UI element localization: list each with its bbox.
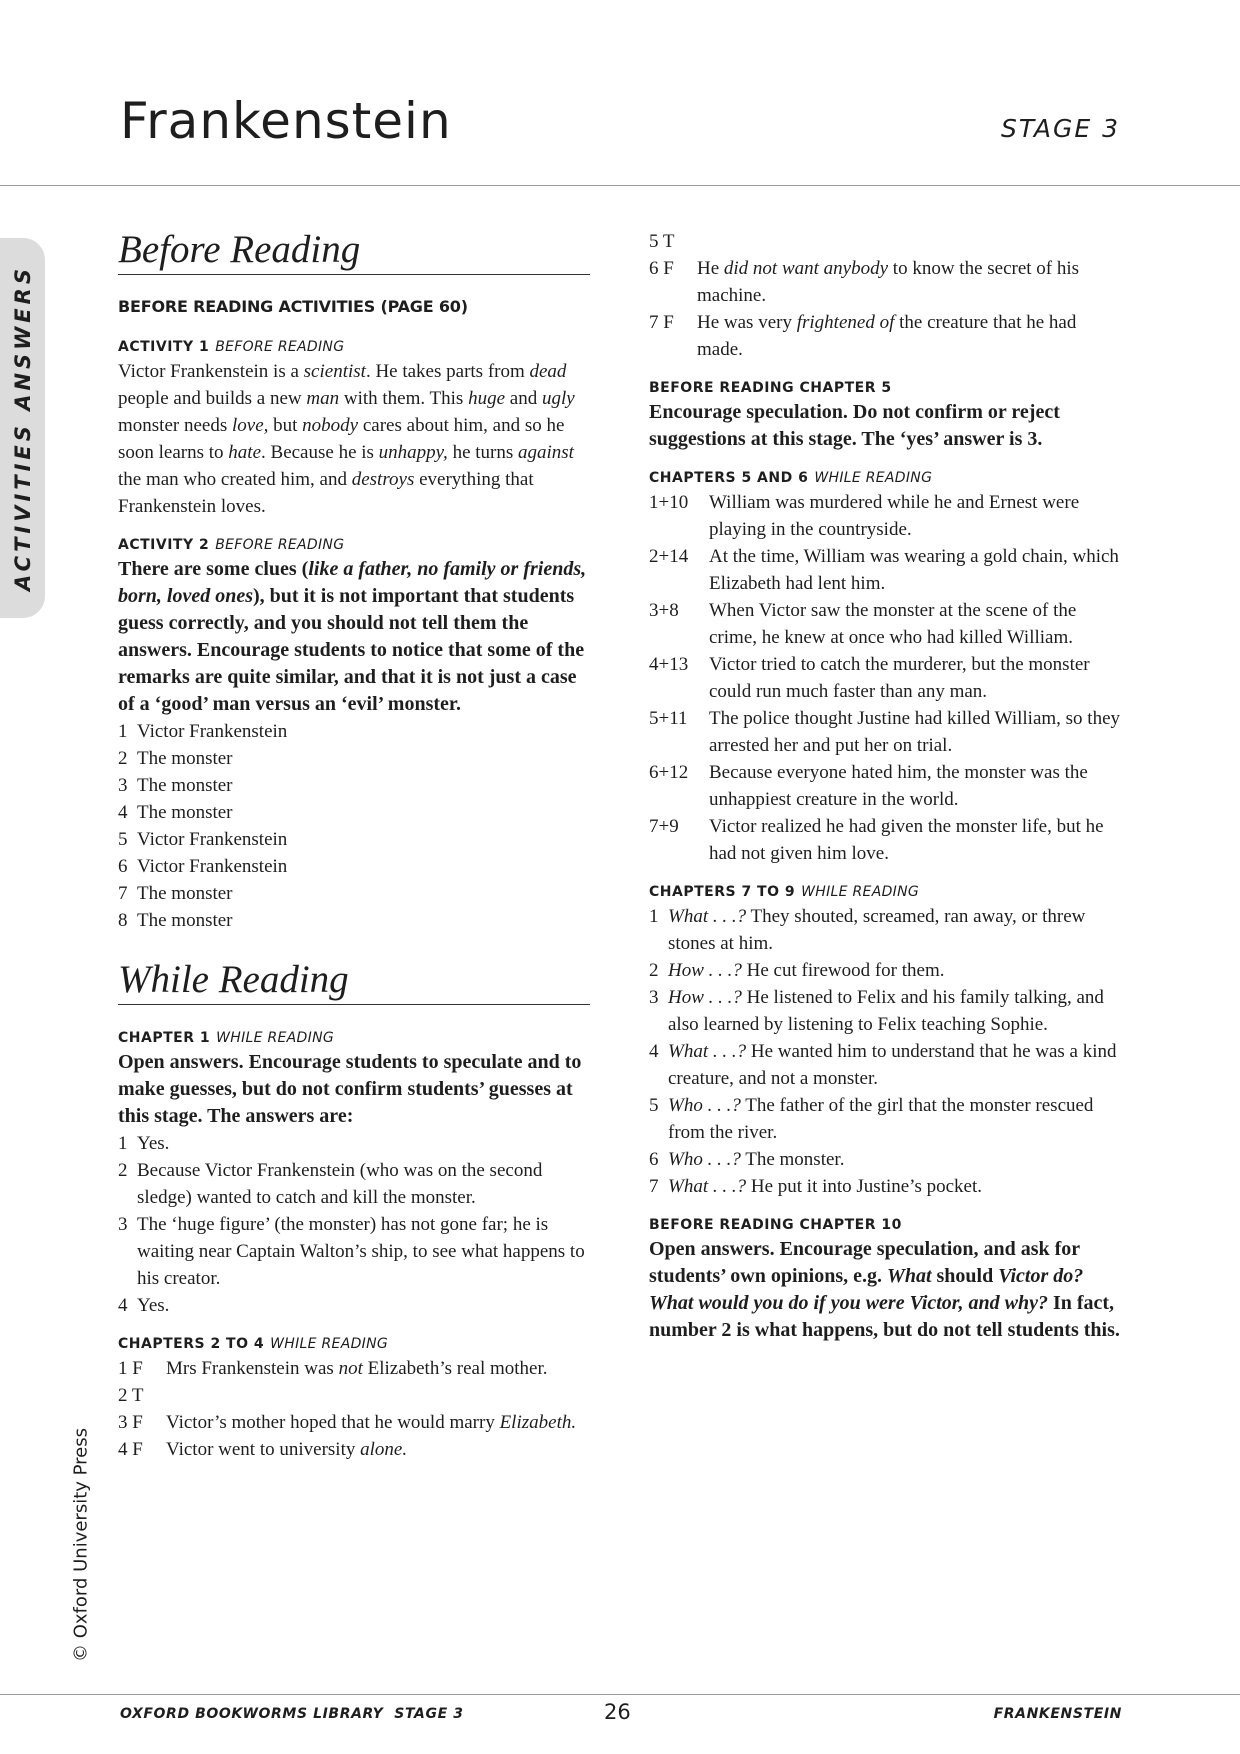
list-item: [118, 799, 590, 826]
item-text: [697, 309, 1125, 363]
italic-text: What . . .?: [668, 1176, 747, 1197]
item-number: 6 F: [649, 258, 674, 279]
list-item: [118, 1436, 590, 1463]
item-text: [668, 1173, 1125, 1200]
chapter1-tag: WHILE READING: [216, 1030, 334, 1046]
item-number: 1 F: [118, 1358, 143, 1379]
text-run: people and builds a new: [118, 388, 307, 409]
item-text: [668, 903, 1125, 957]
text-run: The monster.: [740, 1149, 845, 1170]
chapter1-text: [118, 1049, 590, 1130]
item-number: 4: [118, 1295, 128, 1316]
item-text: [709, 705, 1125, 759]
list-item: [118, 1157, 590, 1211]
text-run: Victor’s mother hoped that he would marry: [166, 1412, 500, 1433]
item-number: 7: [118, 883, 128, 904]
italic-text: unhappy,: [378, 442, 448, 463]
chapters5and6-label: [649, 467, 1125, 489]
italic-text: Victor do? What would you do if you were Victor, and why?: [649, 1265, 1084, 1314]
copyright-notice: © Oxford University Press: [70, 1427, 92, 1663]
chapter1-label-text: CHAPTER 1: [118, 1030, 211, 1046]
item-number: 2: [118, 1160, 128, 1181]
chapters2to4-tag: WHILE READING: [270, 1336, 389, 1352]
item-number: 1+10: [649, 492, 689, 513]
item-number: 6: [118, 856, 128, 877]
text-run: Mrs Frankenstein was: [166, 1358, 339, 1379]
activity1-tag: BEFORE READING: [215, 339, 345, 355]
text-run: The police thought Justine had killed William, so they arrested her and put her on trial.: [709, 708, 1121, 756]
item-number: 3: [118, 775, 128, 796]
text-run: Because Victor Frankenstein (who was on the second sledge) wanted to catch and kill the monster.: [137, 1160, 543, 1208]
side-tab-label: ACTIVITIES ANSWERS: [10, 265, 35, 591]
list-item: [118, 1382, 590, 1409]
stage-label: STAGE 3: [1001, 114, 1120, 143]
text-run: ), but it is not important that students guess correctly, and you should not tell them the answers. Encourage students to notice that some of the remarks are quite similar, and that it is not just a case of a ‘good’ man versus an ‘evil’ monster.: [118, 585, 585, 715]
list-item: [118, 1409, 590, 1436]
text-run: Victor Frankenstein: [137, 829, 288, 850]
italic-text: Who . . .?: [668, 1149, 741, 1170]
text-run: the creature that he had made.: [697, 312, 1077, 360]
activity2-label: [118, 534, 590, 556]
chapters2to4-label-text: CHAPTERS 2 TO 4: [118, 1336, 265, 1352]
list-item: [649, 759, 1125, 813]
item-text: [137, 853, 590, 880]
item-text: [137, 745, 590, 772]
text-run: He wanted him to understand that he was a kind creature, and not a monster.: [668, 1041, 1117, 1089]
text-run: The monster: [137, 802, 233, 823]
text-run: Victor Frankenstein is a: [118, 361, 304, 382]
text-run: At the time, William was wearing a gold chain, which Elizabeth had lent him.: [709, 546, 1119, 594]
list-item: [118, 1355, 590, 1382]
side-tab: [0, 238, 45, 618]
item-number: 7+9: [649, 816, 679, 837]
item-text: [697, 228, 1125, 255]
text-run: the man who created him, and: [118, 469, 352, 490]
item-number: 4+13: [649, 654, 689, 675]
text-run: monster needs: [118, 415, 232, 436]
item-number: 7 F: [649, 312, 674, 333]
item-number: 2: [649, 960, 659, 981]
text-run: Victor Frankenstein: [137, 856, 288, 877]
before-chapter10-label-text: BEFORE READING CHAPTER 10: [649, 1217, 902, 1233]
item-text: [137, 1292, 590, 1319]
list-item: [649, 597, 1125, 651]
item-number: 1: [118, 1133, 128, 1154]
italic-text: alone.: [360, 1439, 408, 1460]
text-run: everything that Frankenstein loves.: [118, 469, 534, 517]
right-column: [649, 228, 1125, 1344]
item-number: 2: [118, 748, 128, 769]
italic-text: destroys: [351, 469, 415, 490]
item-text: [137, 772, 590, 799]
item-number: 6: [649, 1149, 659, 1170]
item-number: 3: [118, 1214, 128, 1235]
text-run: William was murdered while he and Ernest were playing in the countryside.: [709, 492, 1080, 540]
item-text: [668, 984, 1125, 1038]
list-item: [118, 853, 590, 880]
text-run: to know the secret of his machine.: [697, 258, 1080, 306]
item-text: [709, 597, 1125, 651]
section-title-before-reading: Before Reading: [118, 228, 590, 275]
item-text: [709, 543, 1125, 597]
item-number: 6+12: [649, 762, 689, 783]
text-run: He cut firewood for them.: [741, 960, 945, 981]
footer-divider: [0, 1694, 1240, 1695]
list-item: [118, 718, 590, 745]
item-text: [668, 1038, 1125, 1092]
chapters7to9-label: [649, 881, 1125, 903]
list-item: [118, 880, 590, 907]
list-item: [649, 813, 1125, 867]
text-run: The monster: [137, 910, 233, 931]
list-item: [649, 489, 1125, 543]
list-item: [118, 1211, 590, 1292]
item-number: 2+14: [649, 546, 689, 567]
text-run: but: [268, 415, 303, 436]
item-number: 5: [118, 829, 128, 850]
item-number: 3+8: [649, 600, 679, 621]
chapters7to9-list: [649, 903, 1125, 1200]
item-number: 4 F: [118, 1439, 143, 1460]
chapter1-label: [118, 1027, 590, 1049]
italic-text: against: [518, 442, 574, 463]
activity1-text: [118, 358, 590, 520]
italic-text: scientist: [303, 361, 366, 382]
text-run: The ‘huge figure’ (the monster) has not gone far; he is waiting near Captain Walton’s ship, to see what happens to his creator.: [137, 1214, 585, 1289]
page-number: 26: [604, 1700, 631, 1724]
chapter1-list: [118, 1130, 590, 1319]
before-chapter5-text: [649, 399, 1125, 453]
chapters5and6-list: [649, 489, 1125, 867]
italic-text: did not want anybody: [723, 258, 889, 279]
text-run: Victor tried to catch the murderer, but the monster could run much faster than any man.: [709, 654, 1090, 702]
italic-text: Who . . .?: [668, 1095, 741, 1116]
chapters2to4-label: [118, 1333, 590, 1355]
text-run: They shouted, screamed, ran away, or threw stones at him.: [668, 906, 1086, 954]
item-number: 4: [118, 802, 128, 823]
italic-text: like a father, no family or friends, born, loved ones: [118, 558, 587, 607]
item-text: [697, 255, 1125, 309]
text-run: and: [505, 388, 542, 409]
text-run: Open answers. Encourage speculation, and ask for students’ own opinions, e.g.: [649, 1238, 1080, 1287]
text-run: Victor Frankenstein: [137, 721, 288, 742]
activity2-text: [118, 556, 590, 718]
text-run: In fact, number 2 is what happens, but do not tell students this.: [649, 1292, 1120, 1341]
section-title-while-reading: While Reading: [118, 958, 590, 1005]
text-run: He listened to Felix and his family talking, and also learned by listening to Felix teaching Sophie.: [668, 987, 1104, 1035]
text-run: he turns: [447, 442, 518, 463]
list-item: [649, 903, 1125, 957]
list-item: [649, 984, 1125, 1038]
italic-text: hate: [228, 442, 262, 463]
italic-text: nobody: [302, 415, 359, 436]
footer-book-title: FRANKENSTEIN: [993, 1706, 1122, 1722]
activity2-label-text: ACTIVITY 2: [118, 537, 210, 553]
chapters5and6-tag: WHILE READING: [814, 470, 933, 486]
before-chapter5-label: [649, 377, 1125, 399]
item-number: 3: [649, 987, 659, 1008]
item-text: [137, 718, 590, 745]
activity1-label-text: ACTIVITY 1: [118, 339, 210, 355]
text-run: The monster: [137, 883, 233, 904]
activity1-label: [118, 336, 590, 358]
list-item: [118, 1130, 590, 1157]
list-item: [649, 1146, 1125, 1173]
item-text: [668, 1092, 1125, 1146]
text-run: Because everyone hated him, the monster was the unhappiest creature in the world.: [709, 762, 1088, 810]
list-item: [649, 543, 1125, 597]
item-number: 5 T: [649, 231, 675, 252]
list-item: [649, 651, 1125, 705]
item-text: [709, 813, 1125, 867]
list-item: [118, 772, 590, 799]
text-run: He put it into Justine’s pocket.: [746, 1176, 983, 1197]
list-item: [649, 309, 1125, 363]
list-item: [649, 1038, 1125, 1092]
item-text: [137, 826, 590, 853]
text-run: Victor went to university: [166, 1439, 361, 1460]
italic-text: love,: [231, 415, 269, 436]
italic-text: not: [338, 1358, 363, 1379]
list-item: [649, 705, 1125, 759]
before-chapter10-label: [649, 1214, 1125, 1236]
italic-text: How . . .?: [668, 960, 742, 981]
text-run: He: [697, 258, 724, 279]
item-text: [137, 799, 590, 826]
chapters2to4-list-continued: [649, 228, 1125, 363]
item-text: [668, 957, 1125, 984]
item-text: [166, 1436, 590, 1463]
item-number: 7: [649, 1176, 659, 1197]
activity2-list: [118, 718, 590, 934]
chapters5and6-label-text: CHAPTERS 5 AND 6: [649, 470, 809, 486]
before-chapter5-label-text: BEFORE READING CHAPTER 5: [649, 380, 892, 396]
list-item: [649, 228, 1125, 255]
list-item: [649, 255, 1125, 309]
chapters7to9-tag: WHILE READING: [801, 884, 920, 900]
list-item: [118, 826, 590, 853]
text-run: Encourage speculation. Do not confirm or reject suggestions at this stage. The ‘yes’ answer is 3.: [649, 401, 1060, 450]
text-run: There are some clues (: [118, 558, 309, 580]
text-run: . Because he is: [261, 442, 379, 463]
italic-text: What: [887, 1265, 932, 1287]
italic-text: ugly: [541, 388, 575, 409]
text-run: Elizabeth’s real mother.: [362, 1358, 548, 1379]
text-run: Yes.: [137, 1295, 170, 1316]
item-text: [668, 1146, 1125, 1173]
text-run: The father of the girl that the monster rescued from the river.: [668, 1095, 1094, 1143]
text-run: Victor realized he had given the monster life, but he had not given him love.: [709, 816, 1104, 864]
text-run: Open answers. Encourage students to speculate and to make guesses, but do not confirm students’ guesses at this stage. The answers are:: [118, 1051, 582, 1127]
item-number: 4: [649, 1041, 659, 1062]
item-text: [137, 907, 590, 934]
left-column: [118, 228, 590, 1463]
italic-text: What . . .?: [668, 1041, 747, 1062]
text-run: He was very: [697, 312, 797, 333]
italic-text: man: [306, 388, 340, 409]
chapters2to4-list: [118, 1355, 590, 1463]
italic-text: Elizabeth.: [499, 1412, 577, 1433]
item-text: [137, 1130, 590, 1157]
italic-text: How . . .?: [668, 987, 742, 1008]
item-text: [166, 1355, 590, 1382]
page-title: Frankenstein: [120, 92, 452, 150]
item-text: [709, 651, 1125, 705]
item-number: 3 F: [118, 1412, 143, 1433]
list-item: [118, 1292, 590, 1319]
text-run: . He takes parts from: [365, 361, 530, 382]
item-text: [166, 1409, 590, 1436]
text-run: The monster: [137, 775, 233, 796]
text-run: should: [931, 1265, 999, 1287]
activity2-tag: BEFORE READING: [215, 537, 345, 553]
list-item: [118, 907, 590, 934]
text-run: with them. This: [339, 388, 469, 409]
before-chapter10-text: [649, 1236, 1125, 1344]
list-item: [649, 1092, 1125, 1146]
item-text: [137, 1157, 590, 1211]
text-run: When Victor saw the monster at the scene of the crime, he knew at once who had killed William.: [709, 600, 1077, 648]
before-reading-subhead: BEFORE READING ACTIVITIES (PAGE 60): [118, 297, 468, 316]
italic-text: huge: [468, 388, 506, 409]
chapters7to9-label-text: CHAPTERS 7 TO 9: [649, 884, 796, 900]
item-number: 5: [649, 1095, 659, 1116]
footer-series: OXFORD BOOKWORMS LIBRARY STAGE 3: [120, 1706, 464, 1722]
item-number: 1: [649, 906, 659, 927]
list-item: [118, 745, 590, 772]
italic-text: dead: [529, 361, 567, 382]
list-item: [649, 1173, 1125, 1200]
item-text: [166, 1382, 590, 1409]
italic-text: frightened of: [796, 312, 895, 333]
item-number: 2 T: [118, 1385, 144, 1406]
item-number: 1: [118, 721, 128, 742]
header-divider: [0, 185, 1240, 186]
list-item: [649, 957, 1125, 984]
text-run: Yes.: [137, 1133, 170, 1154]
item-text: [137, 880, 590, 907]
item-text: [709, 489, 1125, 543]
text-run: The monster: [137, 748, 233, 769]
item-text: [709, 759, 1125, 813]
text-run: cares about him, and so he soon learns to: [118, 415, 565, 463]
item-text: [137, 1211, 590, 1292]
item-number: 5+11: [649, 708, 688, 729]
item-number: 8: [118, 910, 128, 931]
italic-text: What . . .?: [668, 906, 747, 927]
